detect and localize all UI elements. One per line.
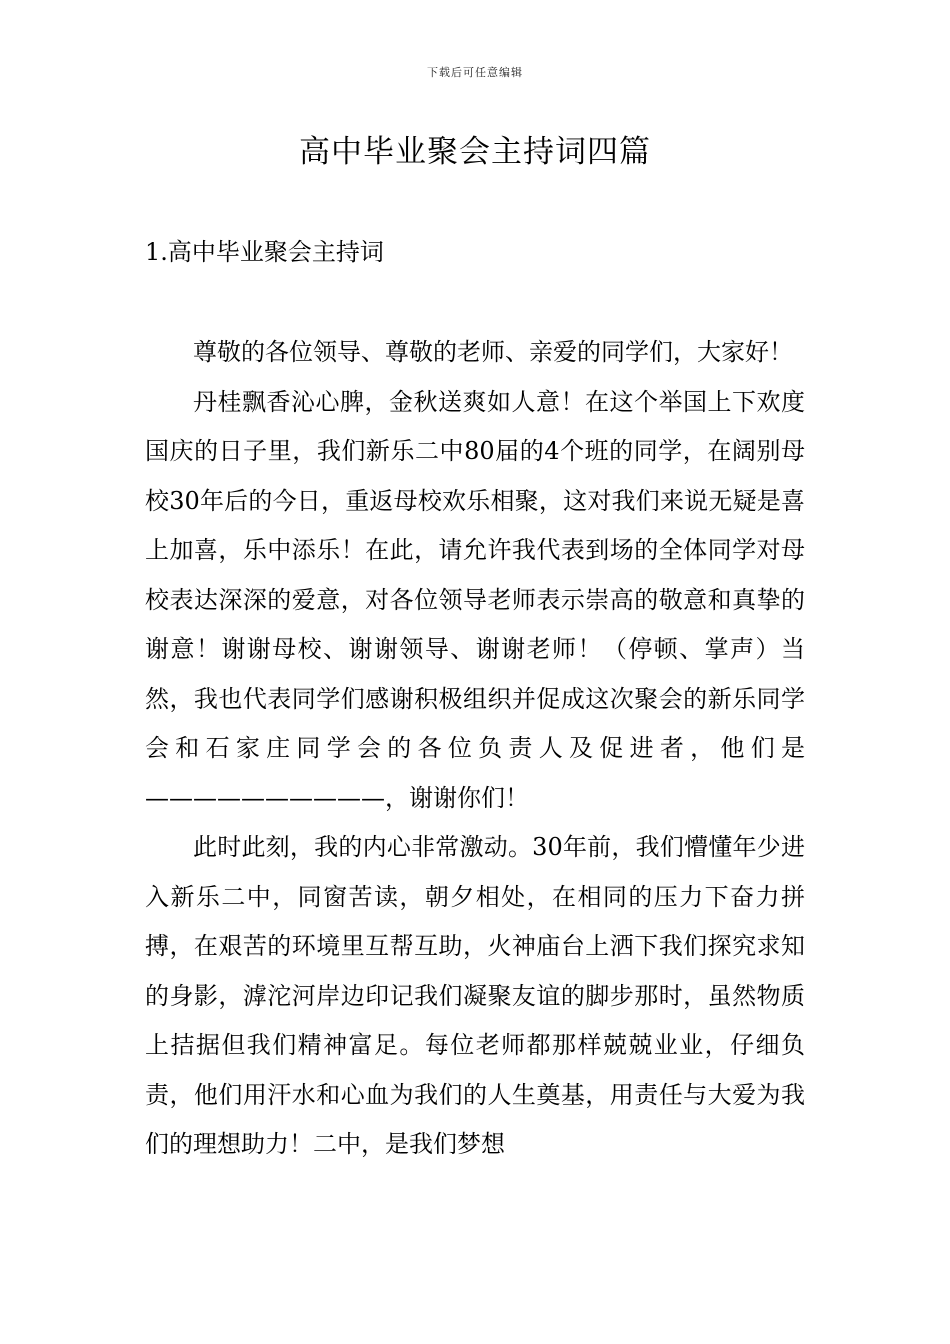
body-text — [145, 328, 805, 1170]
paragraph: 尊敬的各位领导、尊敬的老师、亲爱的同学们，大家好！ — [193, 338, 793, 366]
paragraph: 丹桂飘香沁心脾，金秋送爽如人意！在这个举国上下欢度国庆的日子里，我们新乐二中80届的4个班的同学，在阔别母校30年后的今日，重返母校欢乐相聚，这对我们来说无疑是喜上加喜，乐中添乐！在此，请允许我代表到场的全体同学对母校表达深深的爱意，对各位领导老师表示崇高的敬意和真挚的谢意！谢谢母校、谢谢领导、谢谢老师！（停顿、掌声）当然，我也代表同学们感谢积极组织并促成这次聚会的新乐同学会和石家庄同学会的各位负责人及促进者，他们是——————————，谢谢你们！ — [145, 387, 805, 812]
header-note: 下载后可任意编辑 — [427, 66, 523, 79]
paragraph: 此时此刻，我的内心非常激动。30年前，我们懵懂年少进入新乐二中，同窗苦读，朝夕相处，在相同的压力下奋力拼搏，在艰苦的环境里互帮互助，火神庙台上洒下我们探究求知的身影，滹沱河岸边印记我们凝聚友谊的脚步那时，虽然物质上拮据但我们精神富足。每位老师都那样兢兢业业，仔细负责，他们用汗水和心血为我们的人生奠基，用责任与大爱为我们的理想助力！二中，是我们梦想 — [145, 833, 805, 1158]
section-heading: 1.高中毕业聚会主持词 — [145, 238, 384, 266]
document-title: 高中毕业聚会主持词四篇 — [299, 134, 651, 170]
